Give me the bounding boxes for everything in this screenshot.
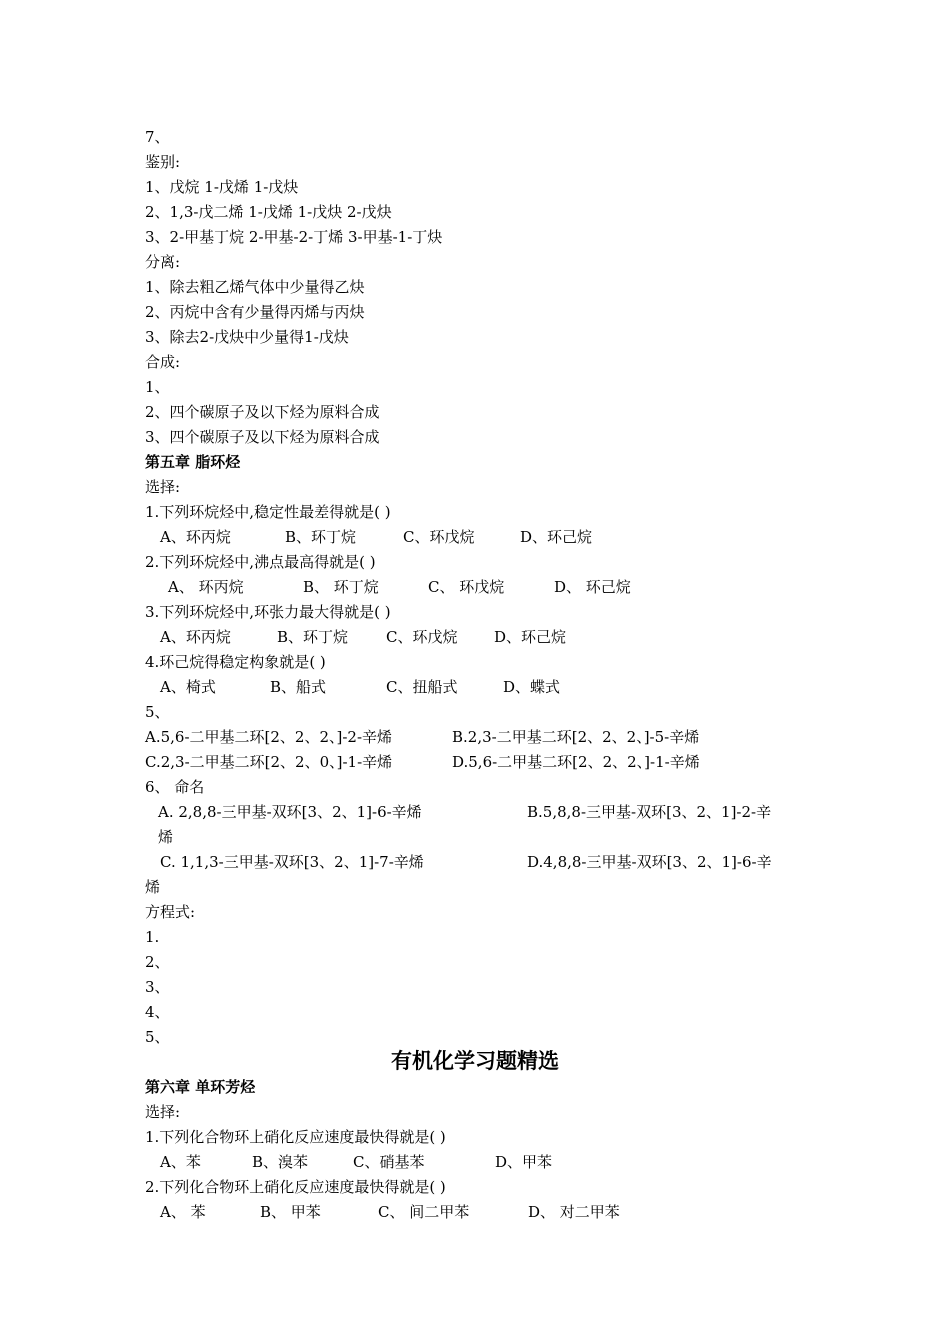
answer-option: A、环丙烷 [160, 628, 231, 646]
text-line: 6、 命名 [145, 778, 205, 796]
answer-option: D、 环己烷 [554, 578, 631, 596]
text-line: 1.下列化合物环上硝化反应速度最快得就是( ) [145, 1128, 446, 1146]
answer-option: C. 1,1,3-三甲基-双环[3、2、1]-7-辛烯 [160, 853, 424, 871]
answer-option: 烯 [158, 828, 174, 846]
answer-option: A、环丙烷 [160, 528, 231, 546]
text-line: 5、 [145, 1028, 170, 1046]
chapter-heading: 第五章 脂环烃 [145, 453, 241, 471]
answer-option: C.2,3-二甲基二环[2、2、0、]-1-辛烯 [145, 753, 393, 771]
answer-option: B.5,8,8-三甲基-双环[3、2、1]-2-辛 [527, 803, 772, 821]
answer-option: C、扭船式 [386, 678, 458, 696]
text-line: 5、 [145, 703, 170, 721]
answer-option: B、环丁烷 [285, 528, 357, 546]
answer-option: C、 环戊烷 [428, 578, 505, 596]
answer-option: B、溴苯 [252, 1153, 309, 1171]
text-line: 选择: [145, 478, 181, 496]
text-line: 合成: [145, 353, 181, 371]
answer-option: A、苯 [160, 1153, 201, 1171]
answer-option: C、 间二甲苯 [378, 1203, 470, 1221]
text-line: 3、四个碳原子及以下烃为原料合成 [145, 428, 380, 446]
text-line: 分离: [145, 253, 181, 271]
text-line: 1. [145, 928, 160, 946]
answer-option: D、环己烷 [520, 528, 593, 546]
answer-option: B、 甲苯 [260, 1203, 321, 1221]
answer-option: A.5,6-二甲基二环[2、2、2、]-2-辛烯 [145, 728, 393, 746]
text-line: 4、 [145, 1003, 170, 1021]
text-line: 3、 [145, 978, 170, 996]
text-line: 2、丙烷中含有少量得丙烯与丙炔 [145, 303, 365, 321]
text-line: 2、 [145, 953, 170, 971]
text-line: 1、 [145, 378, 170, 396]
page-heading: 有机化学习题精选 [391, 1049, 559, 1073]
text-line: 1、戊烷 1-戊烯 1-戊炔 [145, 178, 299, 196]
answer-option: D、蝶式 [503, 678, 561, 696]
text-line: 3.下列环烷烃中,环张力最大得就是( ) [145, 603, 391, 621]
answer-option: B.2,3-二甲基二环[2、2、2、]-5-辛烯 [452, 728, 700, 746]
answer-option: D.4,8,8-三甲基-双环[3、2、1]-6-辛 [527, 853, 772, 871]
answer-option: A、 苯 [160, 1203, 206, 1221]
text-line: 1.下列环烷烃中,稳定性最差得就是( ) [145, 503, 391, 521]
text-line: 选择: [145, 1103, 181, 1121]
text-line: 方程式: [145, 903, 196, 921]
text-line: 3、除去2-戊炔中少量得1-戊炔 [145, 328, 349, 346]
answer-option: D.5,6-二甲基二环[2、2、2、]-1-辛烯 [452, 753, 700, 771]
answer-option: B、船式 [270, 678, 327, 696]
text-line: 2.下列化合物环上硝化反应速度最快得就是( ) [145, 1178, 446, 1196]
answer-option: C、环戊烷 [386, 628, 458, 646]
chapter-heading: 第六章 单环芳烃 [145, 1078, 256, 1096]
answer-option: B、 环丁烷 [303, 578, 379, 596]
text-line: 2、四个碳原子及以下烃为原料合成 [145, 403, 380, 421]
answer-option: D、环己烷 [494, 628, 567, 646]
answer-option: A. 2,8,8-三甲基-双环[3、2、1]-6-辛烯 [158, 803, 422, 821]
answer-option: B、环丁烷 [277, 628, 349, 646]
text-line: 2、1,3-戊二烯 1-戊烯 1-戊炔 2-戊炔 [145, 203, 392, 221]
answer-option: A、 环丙烷 [168, 578, 244, 596]
text-line: 4.环己烷得稳定构象就是( ) [145, 653, 326, 671]
answer-option: D、甲苯 [495, 1153, 553, 1171]
answer-option: C、硝基苯 [353, 1153, 425, 1171]
text-line: 2.下列环烷烃中,沸点最高得就是( ) [145, 553, 376, 571]
answer-option: A、椅式 [160, 678, 216, 696]
text-line: 3、2-甲基丁烷 2-甲基-2-丁烯 3-甲基-1-丁炔 [145, 228, 443, 246]
answer-option: 烯 [145, 878, 161, 896]
text-line: 鉴别: [145, 153, 181, 171]
answer-option: D、 对二甲苯 [528, 1203, 620, 1221]
text-line: 1、除去粗乙烯气体中少量得乙炔 [145, 278, 365, 296]
text-line: 7、 [145, 128, 170, 146]
answer-option: C、环戊烷 [403, 528, 475, 546]
